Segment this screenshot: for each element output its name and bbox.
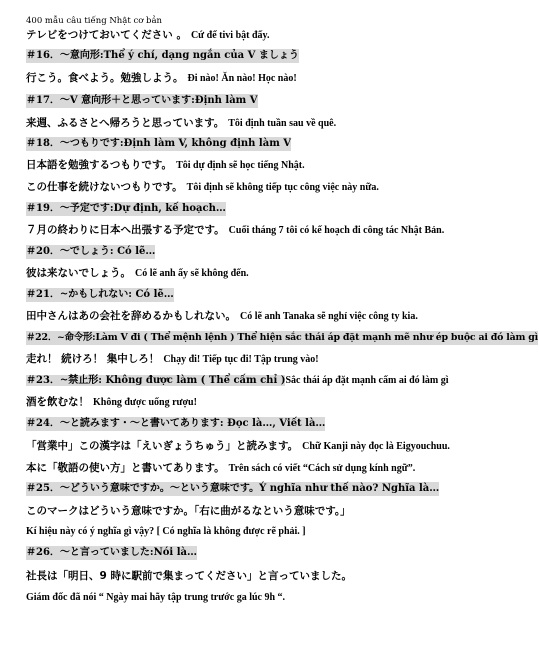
example-line bbox=[26, 28, 269, 43]
section-heading-19: ＃19．～予定です:Dự định, kế hoạch… bbox=[26, 203, 226, 214]
section-heading-16: ＃16．～意向形:Thể ý chí, dạng ngắn của V ましょう bbox=[26, 50, 299, 61]
vietnamese-translation: Có lẽ anh ấy sẽ không đến. bbox=[135, 268, 249, 279]
vietnamese-translation: Kí hiệu này có ý nghĩa gì vậy? [ Có nghĩa là không được rẽ phải. ] bbox=[26, 526, 306, 537]
japanese-sentence: 社長は「明日、9 時に駅前で集まってください」と言っていました。 bbox=[26, 570, 352, 582]
section-heading-23: ＃23．~禁止形: Không được làm ( Thể cấm chỉ ) bbox=[26, 375, 286, 386]
section-heading-17: ＃17．～V 意向形＋と思っています:Định làm V bbox=[26, 95, 258, 106]
japanese-sentence: ７月の終わりに日本へ出張する予定です。 bbox=[26, 224, 225, 236]
example-line bbox=[26, 116, 336, 131]
vietnamese-translation: Giám đốc đã nói “ Ngày mai hãy tập trung trước ga lúc 9h “. bbox=[26, 592, 286, 603]
vietnamese-translation: Tôi dự định sẽ học tiếng Nhật. bbox=[176, 160, 305, 171]
example-line bbox=[26, 525, 306, 539]
document-header: 400 mẫu câu tiếng Nhật cơ bản bbox=[26, 16, 163, 26]
section-heading-26: ＃26．～と言っていました:Nói là… bbox=[26, 547, 197, 558]
example-line bbox=[26, 504, 351, 519]
example-line bbox=[26, 439, 450, 454]
japanese-sentence: 「営業中」この漢字は「えいぎょうちゅう」と読みます。 bbox=[26, 440, 299, 452]
japanese-sentence: この仕事を続けないつもりです。 bbox=[26, 181, 183, 193]
japanese-sentence: 酒を飲むな！ bbox=[26, 396, 89, 408]
japanese-sentence: 行こう。食べよう。勉強しよう。 bbox=[26, 72, 184, 84]
vietnamese-translation: Không được uống rượu! bbox=[93, 397, 197, 408]
example-line bbox=[26, 309, 418, 324]
section-heading-24: ＃24．～と読みます・～と書いてあります: Đọc là…, Viết là… bbox=[26, 418, 326, 429]
example-line bbox=[26, 266, 249, 281]
example-line bbox=[26, 569, 352, 584]
vietnamese-translation: Cứ để tivi bật đấy. bbox=[190, 30, 270, 41]
section-heading-21: ＃21．~かもしれない: Có lẽ… bbox=[26, 289, 174, 300]
vietnamese-translation: Chạy đi! Tiếp tục đi! Tập trung vào! bbox=[163, 354, 319, 365]
vietnamese-translation: Có lẽ anh Tanaka sẽ nghỉ việc công ty kia. bbox=[240, 311, 418, 322]
japanese-sentence: 来週、ふるさとへ帰ろうと思っています。 bbox=[26, 117, 225, 129]
japanese-sentence: 走れ！ 続けろ！ 集中しろ！ bbox=[26, 353, 160, 365]
example-line bbox=[26, 223, 444, 238]
japanese-sentence: 彼は来ないでしょう。 bbox=[26, 267, 131, 279]
vietnamese-translation: Tôi định tuần sau về quê. bbox=[228, 118, 337, 129]
section-heading-22: ＃22．~命令形:Làm V đi ( Thể mệnh lệnh ) Thể hiện sắc thái áp đặt mạnh mẽ như ép buộc ai đó làm gì bbox=[26, 332, 538, 343]
section-heading-25: ＃25．～どういう意味ですか。～という意味です。Ý nghĩa như thế nào? Nghĩa là… bbox=[26, 483, 440, 494]
section-heading-20: ＃20．～でしょう: Có lẽ… bbox=[26, 246, 156, 257]
example-line bbox=[26, 461, 415, 476]
vietnamese-translation: Đi nào! Ăn nào! Học nào! bbox=[187, 73, 297, 84]
japanese-sentence: 田中さんはあの会社を辞めるかもしれない。 bbox=[26, 310, 236, 322]
vietnamese-translation: Chữ Kanji này đọc là Eigyouchuu. bbox=[302, 441, 450, 452]
section-heading-23-line bbox=[26, 374, 449, 388]
example-line bbox=[26, 591, 285, 605]
example-line bbox=[26, 180, 379, 195]
example-line bbox=[26, 395, 197, 410]
example-line bbox=[26, 352, 319, 367]
vietnamese-translation: Trên sách có viết “Cách sử dụng kính ngữ”. bbox=[228, 463, 416, 474]
section-heading-18: ＃18．～つもりです:Định làm V, không định làm V bbox=[26, 138, 292, 149]
japanese-sentence: テレビをつけておいてください 。 bbox=[26, 29, 187, 41]
japanese-sentence: このマークはどういう意味ですか。「右に曲がるなという意味です。」 bbox=[26, 505, 351, 517]
vietnamese-translation: Cuối tháng 7 tôi có kế hoạch đi công tác Nhật Bản. bbox=[228, 225, 445, 236]
example-line bbox=[26, 71, 297, 86]
example-line bbox=[26, 158, 305, 173]
vietnamese-translation: Tôi định sẽ không tiếp tục công việc này nữa. bbox=[186, 182, 379, 193]
japanese-sentence: 本に「敬語の使い方」と書いてあります。 bbox=[26, 462, 225, 474]
japanese-sentence: 日本語を勉強するつもりです。 bbox=[26, 159, 173, 171]
section-heading-23-note: Sắc thái áp đặt mạnh cấm ai đó làm gì bbox=[285, 375, 449, 386]
